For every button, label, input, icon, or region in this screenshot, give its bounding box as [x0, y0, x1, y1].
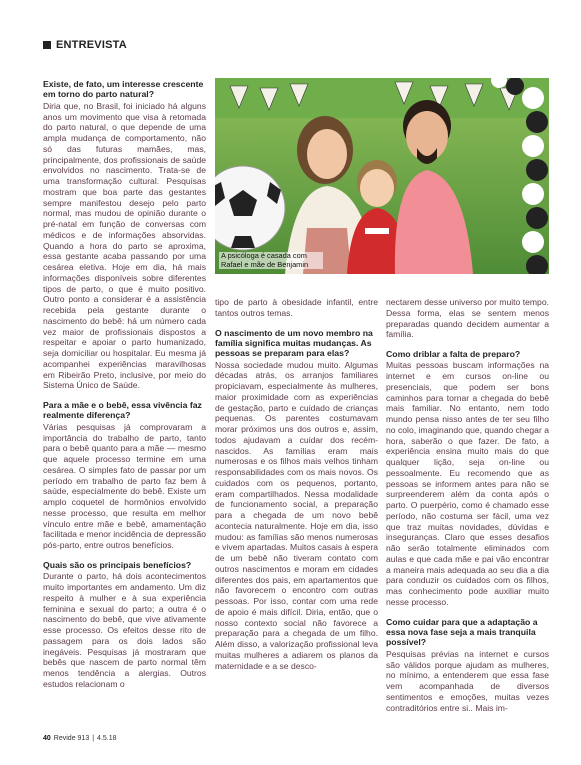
family-photo-illustration: [215, 78, 549, 274]
section-square-icon: [43, 41, 51, 49]
page-footer: [43, 735, 117, 742]
family-photo: [215, 78, 549, 274]
section-title: ENTREVISTA: [56, 39, 127, 51]
answer: nectarem desse universo por muito tempo. Dessa forma, elas se sentem menos preparadas quando decidem aumentar a família.: [386, 297, 549, 340]
photo-caption: [219, 252, 323, 269]
caption-text: A psicóloga é casada com Rafael e mãe de Benjamin: [221, 251, 309, 269]
answer: Várias pesquisas já comprovaram a importância do trabalho de parto, tanto para o bebê quanto para a mãe — mesmo que aquele processo termine em uma cesárea. O simples fato de passar por um período em trabalho de parto faz bem à saúde, especialmente do bebê. Existe um amplo coquetel de hormônios envolvido nesse processo, que resulta em melhor vínculo entre mãe e bebê, amamentação facilitada e menor incidência de depressão pós-parto, entre outros benefícios.: [43, 421, 206, 551]
answer: Pesquisas prévias na internet e cursos são válidos porque ajudam as mulheres, no mínimo, a entenderem que essa fase vem acompanhada de diversos sentimentos e emoções, muitas vezes contraditórios entre si.. Mais im-: [386, 648, 549, 713]
question: Como cuidar para que a adaptação a essa nova fase seja a mais tranquila possível?: [386, 616, 538, 648]
section-label: [43, 39, 127, 51]
answer: Durante o parto, há dois acontecimentos muito importantes em andamento. Um diz respeito à mulher e à sua experiência feminina e sexual do parto; a outra é o nascimento do bebê, que vive ativamente esse processo. Os efeitos desse rito de passagem para os dois lados são inegáveis. Pesquisas já mostraram que bebês que nascem de parto normal têm menos tendência a alergias. Outros estudos relacionam o: [43, 571, 206, 689]
question: Como driblar a falta de preparo?: [386, 349, 521, 359]
answer: Diria que, no Brasil, foi iniciado há alguns anos um movimento que visa à retomada do parto natural, o que depende de uma ampla mudança de comportamento, não só das futuras mamães, mas, principalmente, dos profissionais de saúde envolvidos no nascimento. Trata-se de uma transformação cultural. Pesquisas mostram que boa parte das gestantes sempre manifestou desejo pelo parto normal, mas mudou de opinião durante o pré-natal em função de conversas com médicos e de informações absorvidas. Quando a hora do parto se aproxima, essa gestante acaba passando por uma cesárea eletiva. Hoje em dia, há mais informações disponíveis sobre diferentes tipos de parto, o que é muito positivo. Outro ponto a considerar é a assistência recebida pela gestante durante o nascimento do bebê: há um número cada vez maior de profissionais dispostos a respeitar e apoiar o parto humanizado, seja domiciliar ou hospitalar. Eu mesma já acompanhei experiências maravilhosas em Ribeirão Preto, inclusive, por meio do Sistema Único de Saúde.: [43, 100, 206, 391]
column-1: [43, 79, 206, 699]
answer: Muitas pessoas buscam informações na internet e em cursos on-line ou presenciais, que podem ser bons caminhos para tornar a chegada do bebê mais familiar. No entanto, nem todo mundo pensa nisso antes de ter seu filho no colo, imaginando que, quando chegar a hora, saberão o que fazer. De fato, a experiência ensina muito mais do que qualquer lição, seja on-line ou pessoalmente. Eu recomendo que as pessoas se informem antes para não se surpreenderem além da conta após o parto. O puerpério, como é chamado esse período, não costuma ser fácil, uma vez que traz muitas novidades, dúvidas e inseguranças. Claro que esses desafios não serão totalmente eliminados com aulas e que cada mãe e pai vão encontrar a maneira mais adequada ao seu dia a dia para conduzir os cuidados com os filhos, mas conhecimento pode auxiliar muito nesse processo.: [386, 360, 549, 607]
question: Quais são os principais benefícios?: [43, 559, 192, 570]
column-3: [386, 297, 549, 722]
magazine-name: Revide 913: [53, 735, 90, 742]
question: O nascimento de um novo membro na família significa muitas mudanças. As pessoas se preparam para elas?: [215, 327, 373, 359]
question: Para a mãe e o bebê, essa vivência faz realmente diferença?: [43, 400, 202, 421]
question: Existe, de fato, um interesse crescente em torno do parto natural?: [43, 79, 204, 100]
answer: Nossa sociedade mudou muito. Algumas décadas atrás, os arranjos familiares propiciavam, especialmente às mulheres, maior proximidade com as experiências de gestação, parto e cuidado de crianças pequenas. Os parentes costumavam morar próximos uns dos outros e, assim, todos ajudavam a cuidar dos recém-nascidos. As famílias eram mais numerosas e os filhos mais velhos tinham responsabilidades com os mais novos. Os cuidados com os pequenos, portanto, eram compartilhados. Nessa modalidade de funcionamento social, a preparação para a chegada de um novo bebê acontecia naturalmente. Hoje em dia, isso mudou: as famílias são menos numerosas e vivem apartadas. Muitos casais à espera de um bebê não tiveram contato com outros nascimentos e moram em cidades diferentes dos pais, em apartamentos que não favorecem o encontro com outras pessoas. Por isso, contar com uma rede de apoio é mais difícil. Diria, então, que o nosso contexto social não favorece a preparação para a chegada de um filho. Além disso, a valorização profissional leva muitas mulheres a adiarem os planos da maternidade e a se desco-: [215, 359, 378, 671]
answer: tipo de parto à obesidade infantil, entre tantos outros temas.: [215, 297, 378, 318]
footer-divider: |: [92, 735, 95, 742]
column-2: [215, 297, 378, 680]
page-number: 40: [43, 735, 51, 742]
issue-date: 4.5.18: [97, 735, 117, 742]
